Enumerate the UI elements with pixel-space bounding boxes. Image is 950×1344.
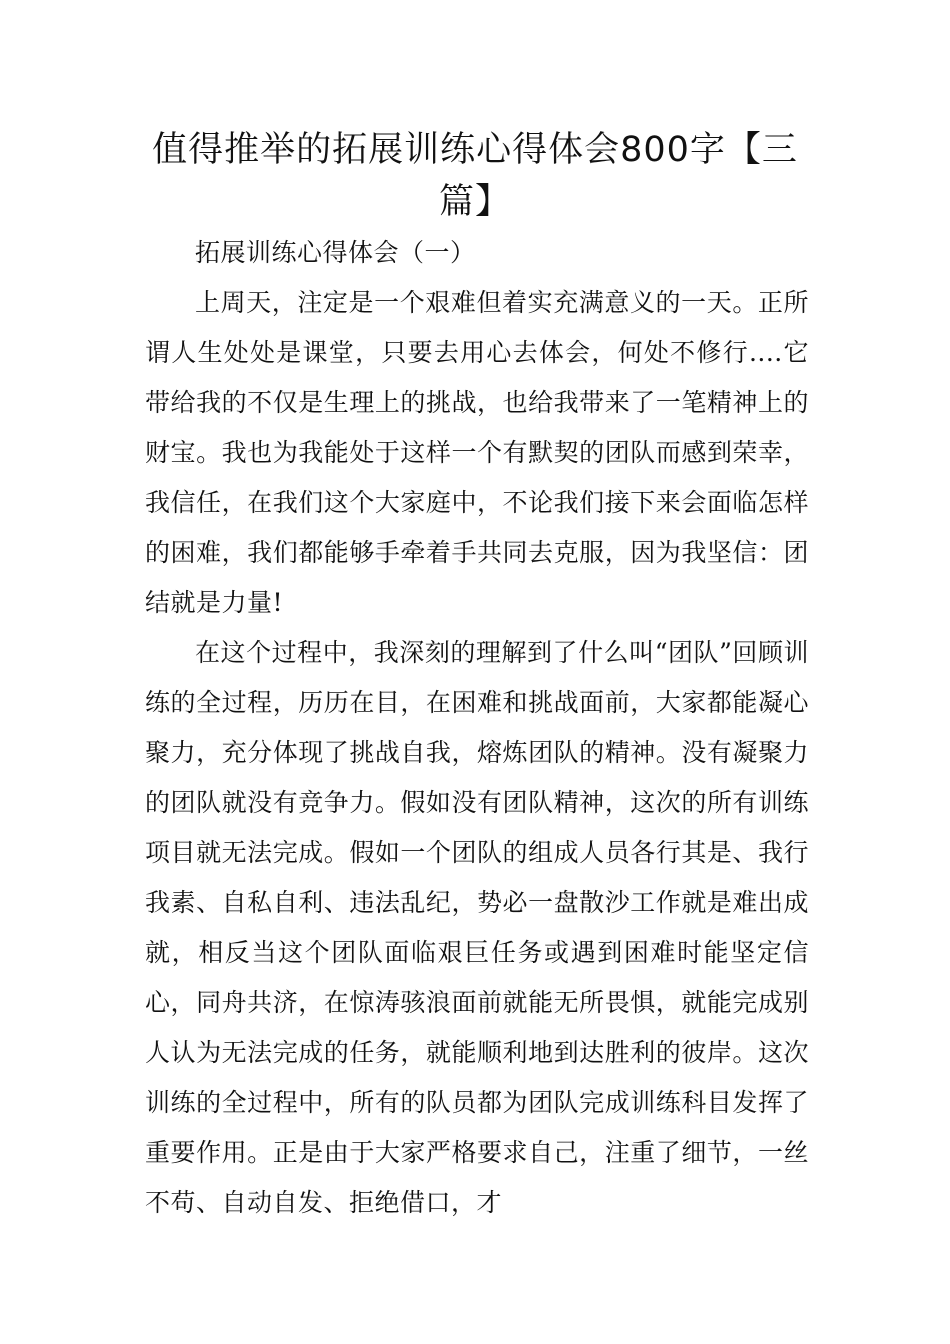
- paragraph-2: 在这个过程中，我深刻的理解到了什么叫“团队”回顾训练的全过程，历历在目，在困难和挑战面前，大家都能凝心聚力，充分体现了挑战自我，熔炼团队的精神。没有凝聚力的团队就没有竞争力。假如没有团队精神，这次的所有训练项目就无法完成。假如一个团队的组成人员各行其是、我行我素、自私自利、违法乱纪，势必一盘散沙工作就是难出成就，相反当这个团队面临艰巨任务或遇到困难时能坚定信心，同舟共济，在惊涛骇浪面前就能无所畏惧，就能完成别人认为无法完成的任务，就能顺利地到达胜利的彼岸。这次训练的全过程中，所有的队员都为团队完成训练科目发挥了重要作用。正是由于大家严格要求自己，注重了细节，一丝不苟、自动自发、拒绝借口，才: [145, 638, 809, 1217]
- document-title: 值得推举的拓展训练心得体会800字【三篇】: [152, 130, 798, 222]
- section-heading: 拓展训练心得体会（一）: [195, 238, 476, 267]
- paragraph-1: 上周天，注定是一个艰难但着实充满意义的一天。正所谓人生处处是课堂，只要去用心去体会，何处不修行....它带给我的不仅是生理上的挑战，也给我带来了一笔精神上的财宝。我也为我能处于这样一个有默契的团队而感到荣幸，我信任，在我们这个大家庭中，不论我们接下来会面临怎样的困难，我们都能够手牵着手共同去克服，因为我坚信：团结就是力量!: [145, 288, 809, 617]
- document-body: [145, 228, 809, 1228]
